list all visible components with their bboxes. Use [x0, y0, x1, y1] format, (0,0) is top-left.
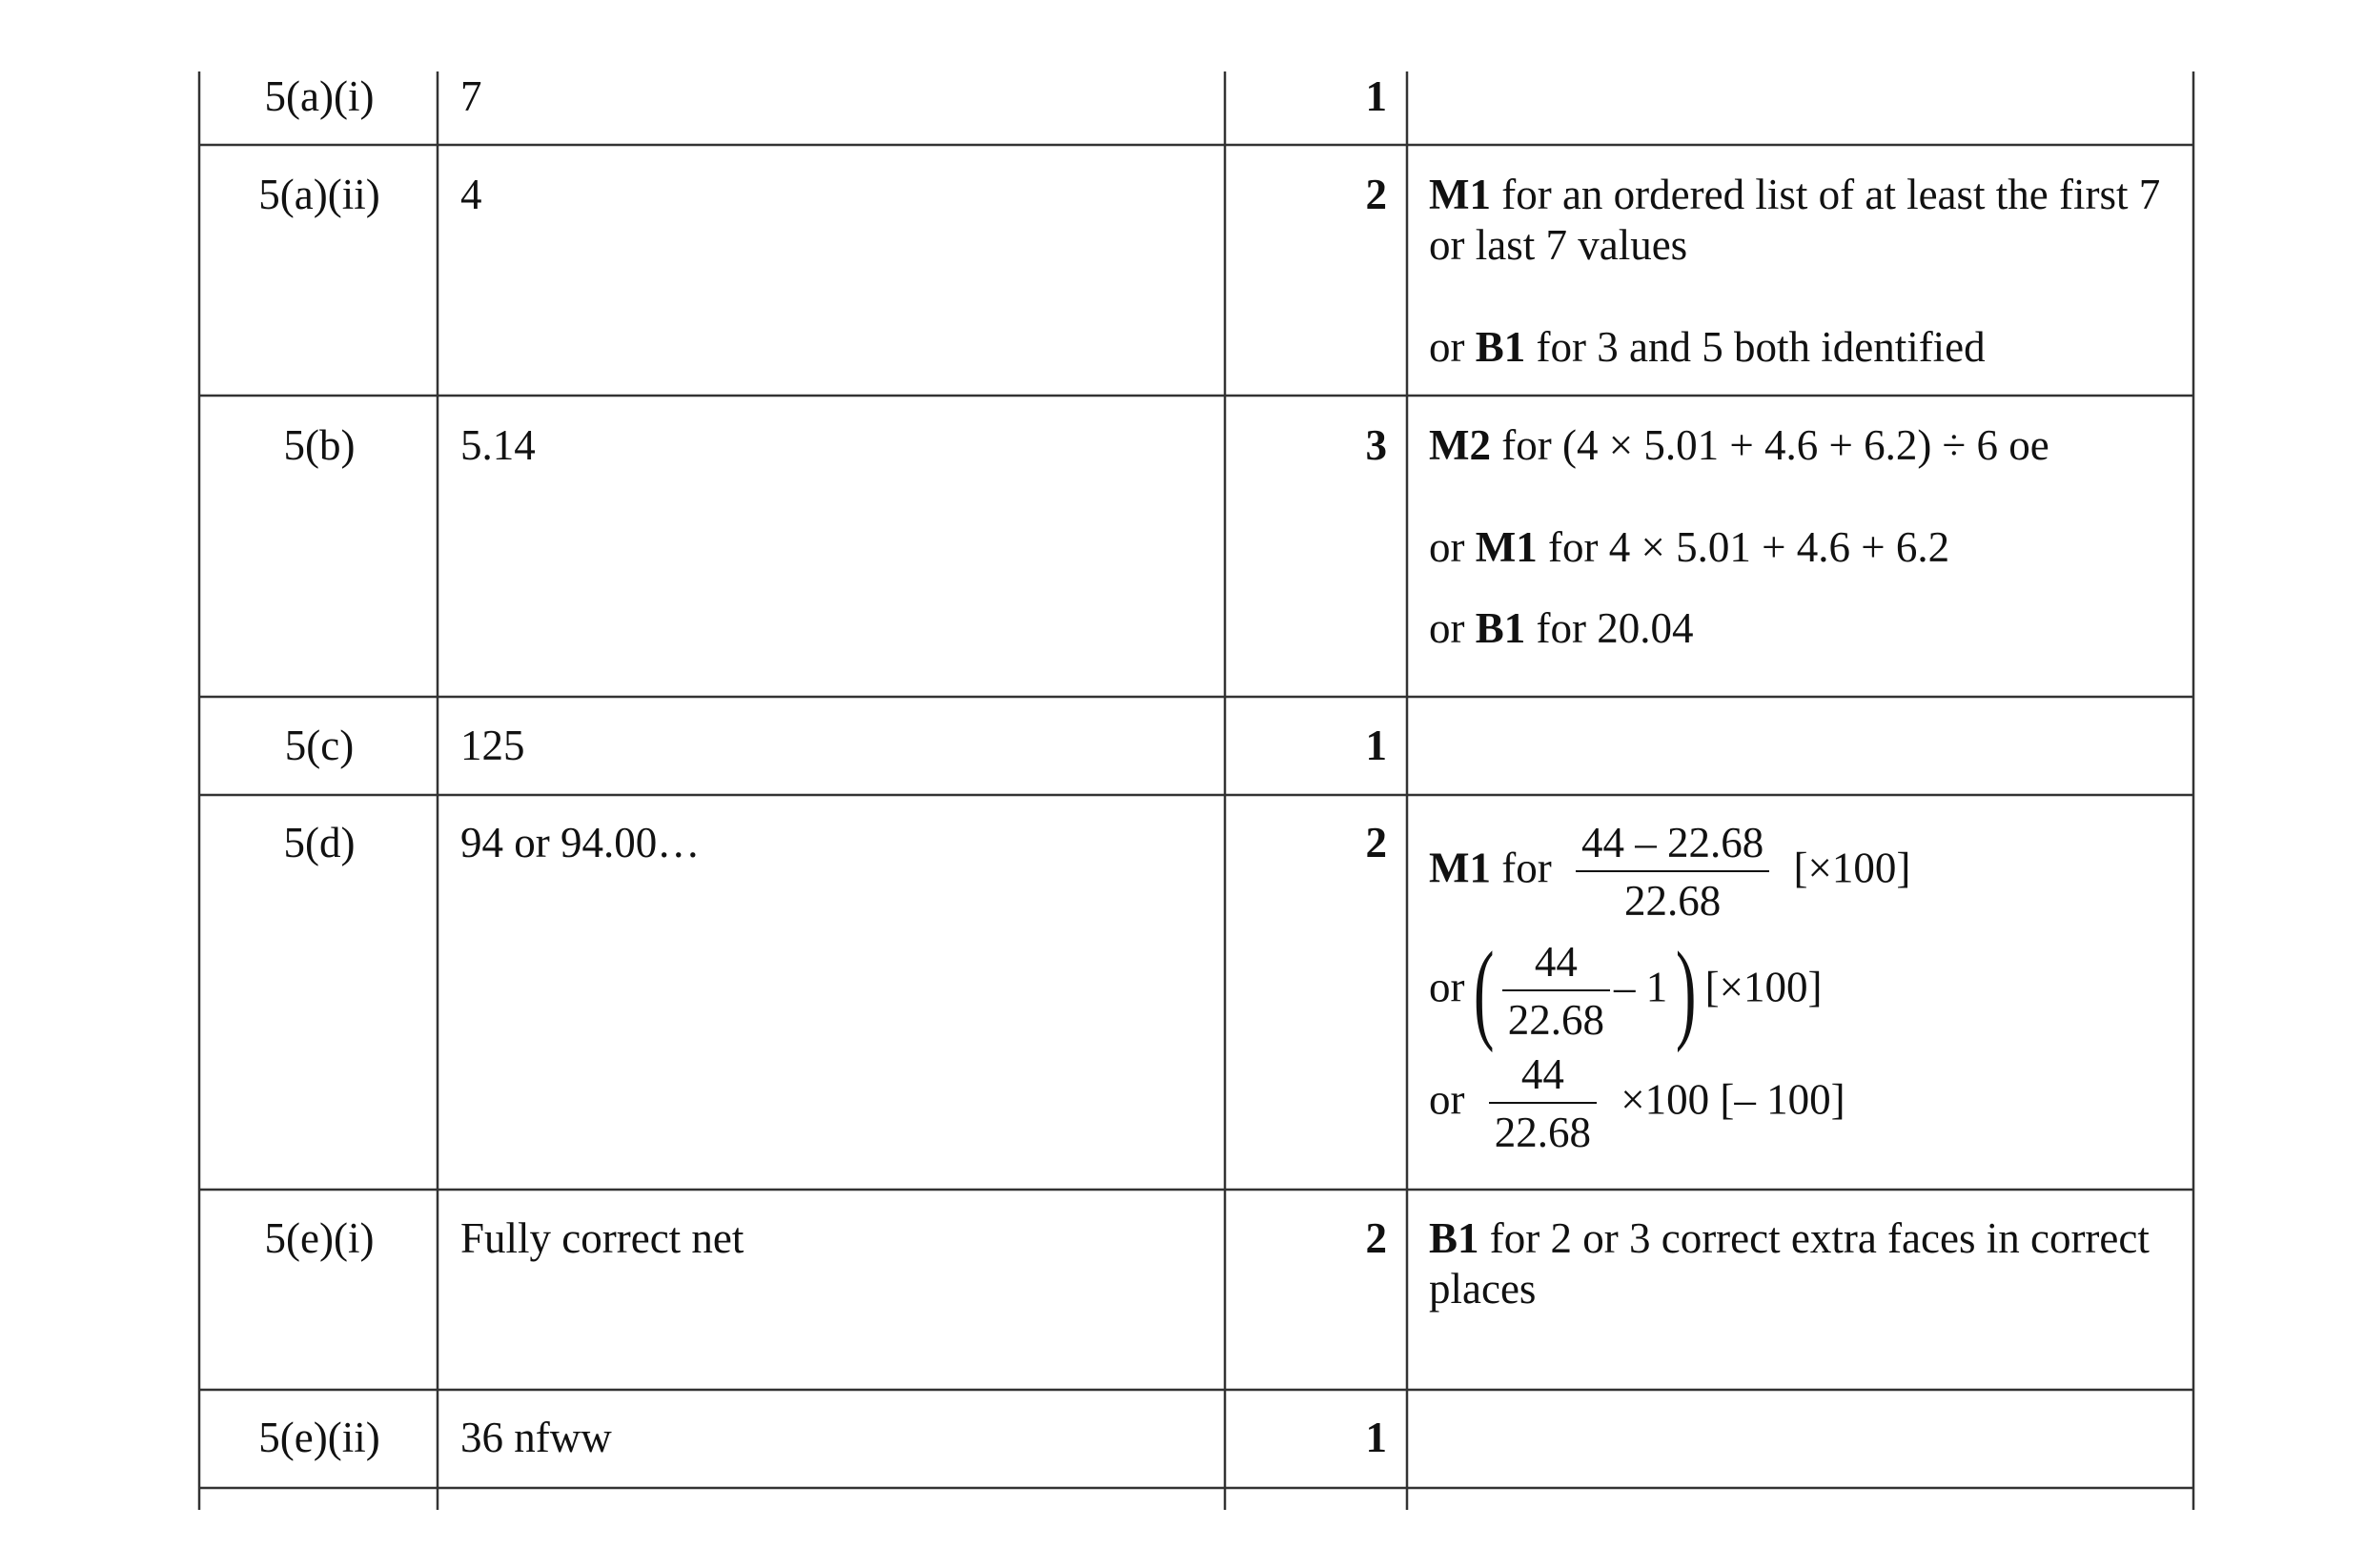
guidance-text: for 2 or 3 correct extra faces in correct places	[1429, 1214, 2150, 1313]
guidance-math-line	[1429, 928, 1823, 1053]
guidance-prefix: or	[1429, 323, 1476, 371]
right-parenthesis: )	[1676, 928, 1697, 1053]
question-number: 5(e)(i)	[264, 1214, 375, 1262]
fraction	[1502, 934, 1610, 1049]
answer: Fully correct net	[460, 1214, 744, 1262]
fraction-numerator: 44	[1489, 1047, 1597, 1104]
guidance-text: for an ordered list of at least the first 7 or last 7 values	[1429, 171, 2161, 269]
guidance-math-line	[1429, 815, 1910, 929]
guidance-math-line	[1429, 1047, 1845, 1161]
marks: 1	[1365, 1414, 1387, 1461]
guidance-text: [×100]	[1793, 844, 1911, 892]
mark-code: B1	[1475, 604, 1526, 652]
guidance-text: – 1	[1614, 963, 1668, 1011]
question-number: 5(b)	[283, 421, 356, 469]
fraction-numerator: 44 – 22.68	[1576, 815, 1769, 872]
left-parenthesis: (	[1473, 928, 1494, 1053]
question-number: 5(c)	[284, 722, 355, 769]
guidance-text: for	[1490, 844, 1552, 892]
question-number: 5(d)	[283, 819, 356, 866]
guidance-text: for (4 × 5.01 + 4.6 + 6.2) ÷ 6 oe	[1490, 421, 2049, 469]
guidance-text: for 20.04	[1525, 604, 1694, 652]
mark-code: M2	[1429, 421, 1491, 469]
fraction	[1489, 1047, 1597, 1161]
guidance-prefix: or	[1429, 523, 1476, 571]
guidance-prefix: or	[1429, 1075, 1465, 1124]
guidance-text: ×100 [– 100]	[1621, 1075, 1845, 1124]
question-number: 5(a)(i)	[264, 72, 375, 120]
guidance-text: [×100]	[1704, 963, 1823, 1011]
fraction-denominator: 22.68	[1494, 1109, 1591, 1156]
guidance-prefix: or	[1429, 604, 1476, 652]
mark-code: B1	[1429, 1214, 1479, 1262]
guidance-line	[1429, 603, 2192, 654]
marks: 1	[1365, 72, 1387, 120]
guidance-line	[1429, 522, 2192, 573]
question-number: 5(e)(ii)	[258, 1414, 380, 1461]
marks: 3	[1365, 421, 1387, 469]
guidance-prefix: or	[1429, 963, 1465, 1011]
mark-code: B1	[1475, 323, 1526, 371]
fraction-numerator: 44	[1502, 934, 1610, 991]
guidance	[1429, 170, 2192, 373]
fraction-denominator: 22.68	[1507, 996, 1605, 1044]
guidance-line	[1429, 322, 2192, 373]
fraction-denominator: 22.68	[1623, 877, 1722, 925]
marks: 1	[1365, 722, 1387, 769]
question-number: 5(a)(ii)	[258, 171, 380, 218]
marks: 2	[1365, 819, 1387, 866]
guidance-line	[1429, 1213, 2182, 1314]
answer: 94 or 94.00…	[460, 819, 701, 866]
mark-code: M1	[1429, 171, 1491, 218]
fraction	[1576, 815, 1769, 929]
guidance	[1429, 1213, 2182, 1314]
guidance	[1429, 420, 2192, 654]
marks: 2	[1365, 1214, 1387, 1262]
marks: 2	[1365, 171, 1387, 218]
answer: 36 nfww	[460, 1414, 612, 1461]
answer: 7	[460, 72, 482, 120]
answer: 5.14	[460, 421, 536, 469]
guidance-text: for 3 and 5 both identified	[1525, 323, 1986, 371]
answer: 125	[460, 722, 525, 769]
guidance-line	[1429, 420, 2192, 471]
mark-code: M1	[1429, 844, 1491, 892]
guidance-line	[1429, 170, 2172, 271]
guidance-text: for 4 × 5.01 + 4.6 + 6.2	[1537, 523, 1950, 571]
mark-code: M1	[1475, 523, 1538, 571]
answer: 4	[460, 171, 482, 218]
